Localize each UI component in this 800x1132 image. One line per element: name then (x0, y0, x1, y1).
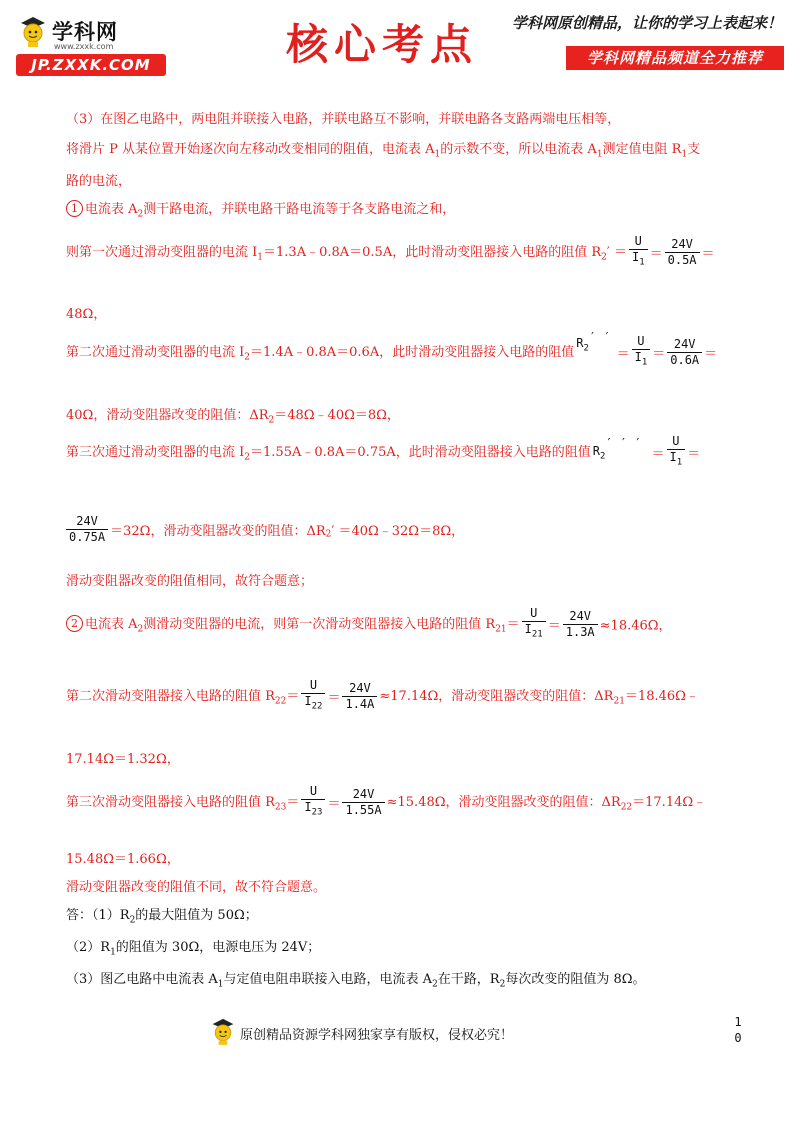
fraction-24v-over-075a: $\frac{24V}{0.75A}$ (66, 514, 108, 545)
zxxk-logo (12, 10, 162, 72)
subscript: 1 (217, 979, 224, 990)
text: 的阻值为 30Ω，电源电压为 24V； (115, 940, 321, 955)
text: 第三次滑动变阻器接入电路的阻值 $R_{23}=$ (66, 795, 300, 813)
copyright-notice: 原创精品资源学科网独家享有版权，侵权必究！ (240, 1028, 514, 1043)
page-number: 1 0 (734, 1015, 742, 1045)
fraction-u-over-i21: $\frac{U}{I_{21}}$ (522, 606, 546, 642)
header-banner: 学科网精品频道全力推荐 (566, 46, 784, 70)
text: 第三次通过滑动变阻器的电流 $I_2=1.55A﹣0.8A=0.75A$，此时滑动变阻器接入电路的阻值 (66, 445, 591, 463)
text: 滑动变阻器改变的阻值相同，故符合题意； (66, 574, 314, 589)
fraction-24v-over-05a: $\frac{24V}{0.5A}$ (665, 237, 700, 268)
fraction-u-over-i22: $\frac{U}{I_{22}}$ (301, 678, 325, 714)
answer-2 (66, 936, 320, 958)
logo-domain: JP.ZXXK.COM (16, 54, 166, 76)
text: （3）图乙电路中电流表 A (66, 972, 218, 987)
text: ＝ (652, 346, 666, 362)
text: ＝ (547, 618, 561, 634)
subscript: 2 (499, 979, 506, 990)
text: ＝ (327, 690, 341, 706)
text: （3）在图乙电路中，两电阻并联接入电路，并联电路互不影响，并联电路各支路两端电压相等， (66, 112, 621, 127)
logo-url: www.zxxk.com (54, 42, 114, 51)
mascot-icon (18, 14, 48, 48)
fraction-u-over-i1: $\frac{U}{I_1}$ (632, 334, 651, 370)
subscript: 2 (137, 209, 144, 220)
subscript: 1 (596, 149, 603, 160)
step-1 (66, 234, 715, 270)
case-1-conclusion (66, 570, 313, 589)
text: 第二次通过滑动变阻器的电流 $I_2=1.4A﹣0.8A=0.6A$，此时滑动变阻器接入电路的阻值 (66, 345, 575, 363)
case-1-heading (66, 198, 455, 220)
step-3-result (66, 514, 464, 545)
subscript: 1 (110, 947, 116, 958)
text: 将滑片 P 从某位置开始逐次向左移动改变相同的阻值，电流表 A (66, 142, 435, 157)
answer-1 (66, 904, 258, 926)
text: 与定值电阻串联接入电路，电流表 A (223, 972, 433, 987)
page-header (0, 0, 800, 80)
text: ＝ (704, 346, 718, 362)
fraction-u-over-i23: $\frac{U}{I_{23}}$ (301, 784, 325, 820)
text: ＝ (327, 796, 341, 812)
text: 则第一次通过滑动变阻器的电流 $I_1=1.3A﹣0.8A=0.5A$，此时滑动变阻器接入电路的阻值 $R_2'$ ＝ (66, 245, 627, 263)
case-2-step-1 (66, 606, 672, 642)
text: ＝ (616, 346, 630, 362)
step-1-result (66, 303, 106, 322)
fraction-24v-over-14a: $\frac{24V}{1.4A}$ (342, 681, 377, 712)
page-footer (0, 1010, 800, 1060)
case-2-step-3-result (66, 848, 180, 867)
text: 在干路，R (437, 972, 500, 987)
text: 答：（1）R (66, 908, 130, 923)
case-2-step-2-result (66, 748, 180, 767)
text: 17.14Ω＝1.32Ω， (66, 752, 180, 767)
subscript: 2 (325, 529, 332, 540)
resistance-symbol: $R_2'$ ′ ′ (592, 435, 642, 461)
circle-number-2: 2 (66, 615, 83, 632)
slogan: 学科网原创精品，让你的学习上表起来！ (512, 14, 783, 32)
case-2-step-3 (66, 784, 706, 820)
text: 40Ω，滑动变阻器改变的阻值：ΔR (66, 408, 269, 423)
step-2 (66, 329, 718, 370)
case-2-step-2 (66, 678, 699, 714)
fraction-24v-over-13a: $\frac{24V}{1.3A}$ (563, 609, 598, 640)
answer-3 (66, 968, 646, 990)
text: ＝ (649, 246, 663, 262)
text: 15.48Ω＝1.66Ω， (66, 852, 180, 867)
subscript: 1 (434, 149, 441, 160)
text: ′ ＝40Ω﹣32Ω＝8Ω， (331, 524, 465, 539)
text: 电流表 $A_2$测滑动变阻器的电流，则第一次滑动变阻器接入电路的阻值 $R_{21}=$ (85, 617, 520, 635)
subscript: 2 (432, 979, 438, 990)
text: 电流表 A (85, 202, 138, 217)
text: 滑动变阻器改变的阻值不同，故不符合题意。 (66, 880, 327, 895)
logo-name: 学科网 (52, 20, 118, 44)
text: 每次改变的阻值为 8Ω。 (505, 972, 646, 987)
text: 第二次滑动变阻器接入电路的阻值 $R_{22}=$ (66, 689, 300, 707)
fraction-u-over-i1: $\frac{U}{I_1}$ (667, 434, 686, 470)
text: 的最大阻值为 50Ω； (135, 908, 258, 923)
text: 路的电流， (66, 174, 132, 189)
text: （2）R (66, 940, 111, 955)
resistance-symbol: $R_2'$ ′ (576, 329, 611, 353)
fraction-u-over-i1: $\frac{U}{I_1}$ (629, 234, 648, 270)
para-intro (66, 108, 620, 127)
text: 测定值电阻 R (602, 142, 682, 157)
text: 支 (687, 142, 701, 157)
text: ≈18.46Ω， (599, 618, 672, 634)
fraction-24v-over-06a: $\frac{24V}{0.6A}$ (667, 337, 702, 368)
case-2-conclusion (66, 876, 326, 895)
text: ＝ (651, 446, 665, 462)
text: 48Ω， (66, 307, 107, 322)
text: ≈17.14Ω，滑动变阻器改变的阻值：$\Delta R_{21}=18.46\Omega﹣$ (379, 689, 699, 707)
page-title: 核心考点 (286, 20, 479, 69)
step-3 (66, 434, 700, 470)
text: 测干路电流，并联电路干路电流等于各支路电流之和， (143, 202, 456, 217)
fraction-24v-over-155a: $\frac{24V}{1.55A}$ (342, 787, 384, 818)
para-a1 (66, 138, 700, 160)
text: ≈15.48Ω，滑动变阻器改变的阻值：$\Delta R_{22}=17.14\Omega﹣$ (386, 795, 707, 813)
subscript: 2 (129, 915, 136, 926)
text: ＝32Ω，滑动变阻器改变的阻值：ΔR (110, 524, 326, 539)
circle-number-1: 1 (66, 200, 83, 217)
mascot-icon (210, 1016, 236, 1046)
subscript: 1 (681, 149, 688, 160)
text: ＝ (701, 246, 715, 262)
text: ＝ (687, 446, 701, 462)
text: 的示数不变，所以电流表 A (440, 142, 597, 157)
text: ＝48Ω﹣40Ω＝8Ω， (274, 408, 400, 423)
para-a1-cont (66, 170, 131, 189)
subscript: 2 (268, 415, 275, 426)
step-2-result (66, 404, 400, 426)
